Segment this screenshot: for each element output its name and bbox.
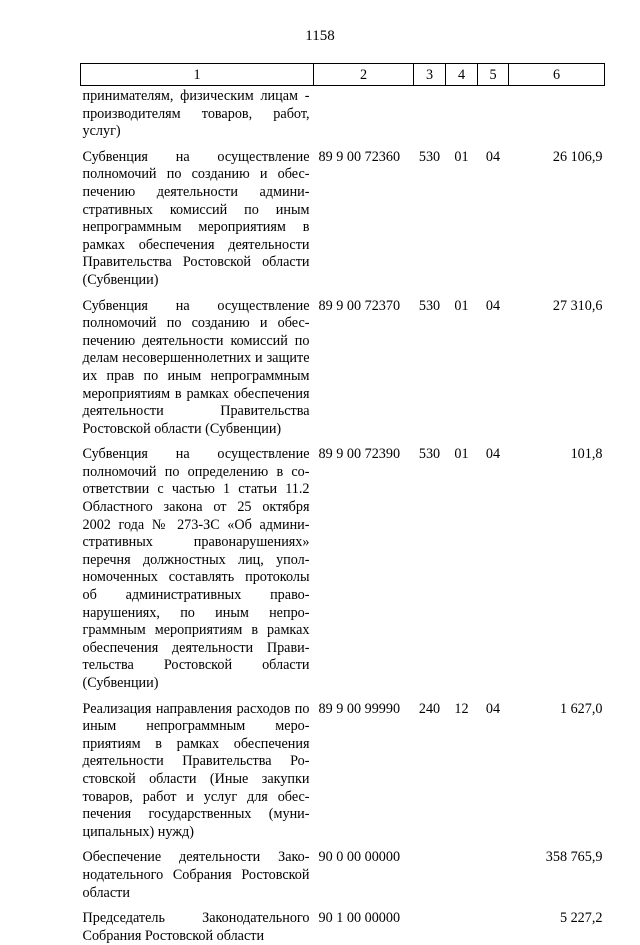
column-header: 5 <box>478 64 509 86</box>
item-rz: 01 <box>446 438 478 692</box>
item-rz <box>446 902 478 945</box>
table-row <box>81 86 605 141</box>
item-sum: 26 106,9 <box>509 141 605 290</box>
item-code: 89 9 00 72360 <box>314 141 414 290</box>
item-pr <box>478 86 509 141</box>
item-name: Реализация направления расходов по иным непрограммным мероприятиям в рамках обеспечения деятельности Правительства Ростовской области (Иные закупки товаров, работ и услуг для обеспечения государственных (муниципальных) нужд) <box>81 693 314 842</box>
item-vr <box>414 841 446 902</box>
column-header: 2 <box>314 64 414 86</box>
item-code: 89 9 00 72390 <box>314 438 414 692</box>
table-body <box>81 86 605 945</box>
item-code: 90 1 00 00000 <box>314 902 414 945</box>
item-name: Субвенция на осуществление полномочий по определению в соответствии с частью 1 статьи 11.2 Областного закона от 25 октября 2002 года № 273-ЗС «Об административных правонарушениях» перечня должностных лиц, уполномоченных составлять протоколы об административных правонарушениях, по иным непрограммным мероприятиям в рамках обеспечения деятельности Правительства Ростовской области (Субвенции) <box>81 438 314 692</box>
item-name: Обеспечение деятельности Законодательного Собрания Ростовской области <box>81 841 314 902</box>
item-code: 89 9 00 99990 <box>314 693 414 842</box>
table-header <box>81 64 605 86</box>
item-pr <box>478 841 509 902</box>
item-name: Председатель Законодательного Собрания Ростовской области <box>81 902 314 945</box>
table-row <box>81 693 605 842</box>
item-sum: 101,8 <box>509 438 605 692</box>
item-sum: 27 310,6 <box>509 290 605 439</box>
item-sum: 358 765,9 <box>509 841 605 902</box>
item-rz: 12 <box>446 693 478 842</box>
item-sum: 5 227,2 <box>509 902 605 945</box>
table-row <box>81 141 605 290</box>
item-pr: 04 <box>478 141 509 290</box>
item-rz: 01 <box>446 290 478 439</box>
item-vr: 240 <box>414 693 446 842</box>
table-row <box>81 438 605 692</box>
item-vr <box>414 86 446 141</box>
column-header: 3 <box>414 64 446 86</box>
budget-table-container <box>80 63 604 945</box>
item-pr: 04 <box>478 438 509 692</box>
item-pr: 04 <box>478 290 509 439</box>
item-rz <box>446 86 478 141</box>
item-code <box>314 86 414 141</box>
column-header: 4 <box>446 64 478 86</box>
item-vr: 530 <box>414 290 446 439</box>
item-vr: 530 <box>414 438 446 692</box>
item-code: 89 9 00 72370 <box>314 290 414 439</box>
column-header: 1 <box>81 64 314 86</box>
column-header: 6 <box>509 64 605 86</box>
item-pr <box>478 902 509 945</box>
item-sum <box>509 86 605 141</box>
item-name: Субвенция на осуществление полномочий по созданию и обеспечению деятельности административных комиссий по иным непрограммным мероприятиям в рамках обеспечения деятельности Правительства Ростовской области (Субвенции) <box>81 141 314 290</box>
header-row <box>81 64 605 86</box>
item-vr <box>414 902 446 945</box>
item-rz: 01 <box>446 141 478 290</box>
item-code: 90 0 00 00000 <box>314 841 414 902</box>
table-row <box>81 902 605 945</box>
item-name: принимателям, физическим лицам - производителям товаров, работ, услуг) <box>81 86 314 141</box>
budget-table <box>80 63 605 945</box>
item-vr: 530 <box>414 141 446 290</box>
item-name: Субвенция на осуществление полномочий по созданию и обеспечению деятельности комиссий по делам несовершеннолетних и защите их прав по иным непрограммным мероприятиям в рамках обеспечения деятельности Правительства Ростовской области (Субвенции) <box>81 290 314 439</box>
item-rz <box>446 841 478 902</box>
item-pr: 04 <box>478 693 509 842</box>
table-row <box>81 841 605 902</box>
table-row <box>81 290 605 439</box>
item-sum: 1 627,0 <box>509 693 605 842</box>
page-number: 1158 <box>0 27 640 45</box>
